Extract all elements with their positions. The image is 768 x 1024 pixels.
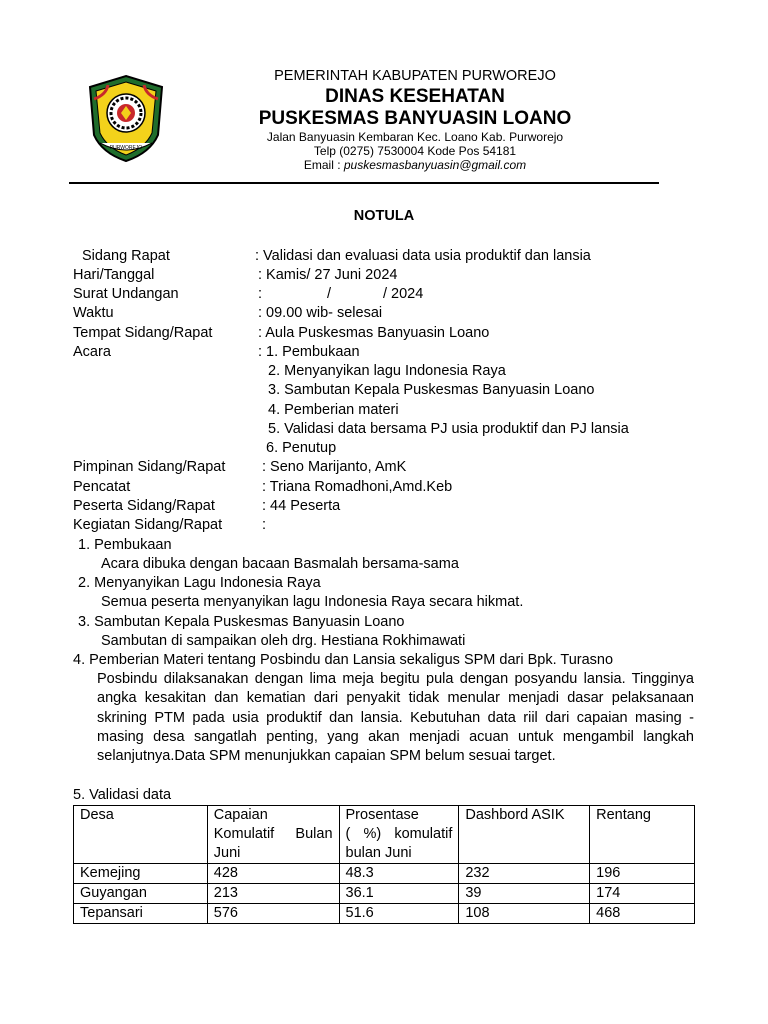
header-divider: [69, 182, 659, 184]
cell-dashboard: 232: [459, 864, 590, 884]
field-value: / 2024: [383, 286, 424, 302]
field-label: Pimpinan Sidang/Rapat: [73, 459, 226, 475]
header-email: Email : puskesmasbanyuasin@gmail.com: [303, 158, 527, 172]
cell-prosentase: 36.1: [339, 884, 459, 904]
field-label: Peserta Sidang/Rapat: [73, 498, 215, 514]
cell-dashboard: 108: [459, 904, 590, 924]
cell-capaian: 213: [207, 884, 339, 904]
cell-capaian: 576: [207, 904, 339, 924]
field-label: Acara: [73, 344, 111, 360]
activity-body: Acara dibuka dengan bacaan Basmalah bersama-sama: [101, 556, 459, 572]
document-title: NOTULA: [353, 208, 415, 224]
header-cell: Rentang: [590, 806, 695, 864]
cell-rentang: 174: [590, 884, 695, 904]
header-puskesmas: PUSKESMAS BANYUASIN LOANO: [258, 108, 572, 129]
activity-paragraph: Posbindu dilaksanakan dengan lima meja begitu pula dengan posyandu lansia. Tingginya angka kesakitan dan kematian dari penyakit tidak menular menjadi dasar pelaksanaan skrining PTM pada usia produktif dan lansia. Kebutuhan data riil dari capaian masing -masing desa sangatlah penting, yang akan menjadi acuan untuk mengambil langkah selanjutnya.Data SPM menunjukkan capaian SPM belum sesuai target.: [97, 671, 694, 765]
header-cell: Capaian Komulatif Bulan Juni: [207, 806, 339, 864]
field-value: : Aula Puskesmas Banyuasin Loano: [258, 325, 490, 341]
field-value: : Triana Romadhoni,Amd.Keb: [262, 479, 453, 495]
activity-title: 2. Menyanyikan Lagu Indonesia Raya: [78, 575, 321, 591]
agenda-item: 6. Penutup: [266, 440, 337, 456]
field-value: : Seno Marijanto, AmK: [262, 459, 407, 475]
table-row: [74, 864, 695, 884]
validation-table: [73, 805, 695, 924]
field-value: : 09.00 wib- selesai: [258, 305, 383, 321]
field-label: Pencatat: [73, 479, 131, 495]
field-value: : Kamis/ 27 Juni 2024: [258, 267, 398, 283]
field-value: :: [262, 517, 267, 533]
cell-desa: Tepansari: [74, 904, 208, 924]
activity-title: 5. Validasi data: [73, 787, 172, 803]
cell-desa: Guyangan: [74, 884, 208, 904]
purworejo-regency-logo-icon: [86, 73, 166, 163]
field-label: Tempat Sidang/Rapat: [73, 325, 213, 341]
field-value: :: [258, 286, 263, 302]
field-label: Surat Undangan: [73, 286, 179, 302]
table-row: [74, 904, 695, 924]
activity-title: 3. Sambutan Kepala Puskesmas Banyuasin Loano: [78, 614, 405, 630]
activity-body: Semua peserta menyanyikan lagu Indonesia Raya secara hikmat.: [101, 594, 524, 610]
agenda-item: 5. Validasi data bersama PJ usia produktif dan PJ lansia: [268, 421, 629, 437]
cell-capaian: 428: [207, 864, 339, 884]
activity-title: 1. Pembukaan: [78, 537, 172, 553]
field-label: Hari/Tanggal: [73, 267, 155, 283]
header-agency: DINAS KESEHATAN: [325, 86, 505, 107]
field-label: Sidang Rapat: [82, 248, 170, 264]
field-value: : 44 Peserta: [262, 498, 341, 514]
header-cell: Prosentase ( %) komulatif bulan Juni: [339, 806, 459, 864]
field-value: /: [327, 286, 332, 302]
agenda-item: 3. Sambutan Kepala Puskesmas Banyuasin Loano: [268, 382, 595, 398]
agenda-item: 4. Pemberian materi: [268, 402, 399, 418]
header-phone: Telp (0275) 7530004 Kode Pos 54181: [313, 144, 517, 158]
header-cell: Dashbord ASIK: [459, 806, 590, 864]
cell-prosentase: 48.3: [339, 864, 459, 884]
agenda-item: 2. Menyanyikan lagu Indonesia Raya: [268, 363, 506, 379]
header-address: Jalan Banyuasin Kembaran Kec. Loano Kab. Purworejo: [266, 130, 564, 144]
cell-rentang: 196: [590, 864, 695, 884]
cell-dashboard: 39: [459, 884, 590, 904]
field-value: : Validasi dan evaluasi data usia produktif dan lansia: [255, 248, 591, 264]
activity-body: Sambutan di sampaikan oleh drg. Hestiana Rokhimawati: [101, 633, 466, 649]
field-label: Waktu: [73, 305, 114, 321]
cell-desa: Kemejing: [74, 864, 208, 884]
table-header-row: [74, 806, 695, 864]
field-label: Kegiatan Sidang/Rapat: [73, 517, 223, 533]
activity-title: 4. Pemberian Materi tentang Posbindu dan Lansia sekaligus SPM dari Bpk. Turasno: [73, 652, 614, 668]
cell-rentang: 468: [590, 904, 695, 924]
header-cell: Desa: [74, 806, 208, 864]
table-row: [74, 884, 695, 904]
agenda-item: : 1. Pembukaan: [258, 344, 360, 360]
svg-text:PURWOREJO: PURWOREJO: [109, 145, 143, 151]
header-government: PEMERINTAH KABUPATEN PURWOREJO: [274, 68, 556, 84]
cell-prosentase: 51.6: [339, 904, 459, 924]
